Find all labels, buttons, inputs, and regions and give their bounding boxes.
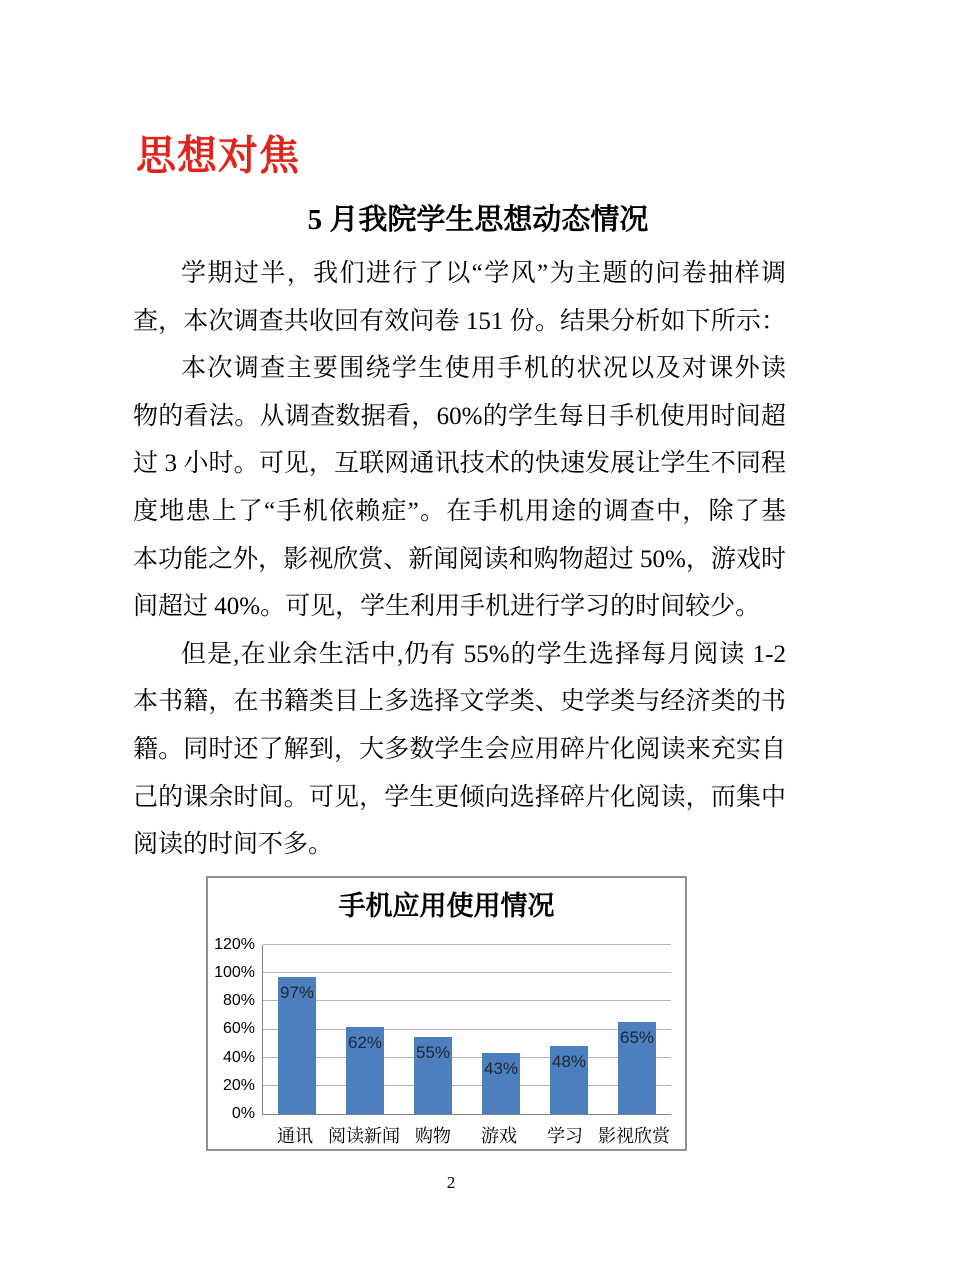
bar-news-reading	[346, 1027, 384, 1114]
document-body	[133, 250, 786, 869]
text-line: 本功能之外，影视欣赏、新闻阅读和购物超过 50%，游戏时	[133, 545, 786, 573]
bar-shopping	[414, 1037, 452, 1114]
bar-slot	[263, 945, 331, 1114]
text-line: 过 3 小时。可见，互联网通讯技术的快速发展让学生不同程	[133, 450, 786, 478]
bar-slot	[467, 945, 535, 1114]
bar-communication	[278, 977, 316, 1114]
phone-usage-bar-chart	[206, 876, 687, 1151]
bar-value-label: 55%	[415, 1042, 451, 1062]
chart-x-axis	[262, 1122, 670, 1148]
bar-value-label: 43%	[483, 1059, 519, 1079]
bar-video-watching	[618, 1022, 656, 1114]
y-axis-tick: 80%	[222, 992, 255, 1010]
bar-slot	[603, 945, 671, 1114]
text-line: 学期过半，我们进行了以“学风”为主题的问卷抽样调	[181, 260, 786, 287]
text-line: 本次调查主要围绕学生使用手机的状况以及对课外读	[181, 355, 786, 383]
text-line: 间超过 40%。可见，学生利用手机进行学习的时间较少。	[133, 593, 761, 621]
text-line: 本书籍，在书籍类目上多选择文学类、史学类与经济类的书	[133, 688, 786, 716]
bar-slot	[535, 945, 603, 1114]
x-axis-label: 游戏	[481, 1126, 517, 1146]
text-line: 阅读的时间不多。	[133, 831, 334, 859]
text-line: 己的课余时间。可见，学生更倾向选择碎片化阅读，而集中	[133, 783, 786, 811]
document-title: 5 月我院学生思想动态情况	[307, 204, 649, 236]
text-line: 查，本次调查共收回有效问卷 151 份。结果分析如下所示：	[133, 307, 786, 335]
y-axis-tick: 20%	[222, 1076, 255, 1094]
text-line: 物的看法。从调查数据看，60%的学生每日手机使用时间超	[133, 402, 786, 430]
plot-area	[262, 945, 671, 1115]
chart-y-axis	[208, 936, 255, 1123]
bar-study	[550, 1046, 588, 1114]
bar-value-label: 97%	[279, 983, 315, 1003]
bar-value-label: 48%	[551, 1052, 587, 1072]
y-axis-tick: 120%	[214, 936, 255, 953]
bar-value-label: 65%	[619, 1028, 655, 1048]
x-axis-label: 购物	[415, 1126, 451, 1146]
bar-slot	[331, 945, 399, 1114]
x-axis-label: 阅读新闻	[328, 1126, 400, 1146]
text-line: 籍。同时还了解到，大多数学生会应用碎片化阅读来充实自	[133, 735, 786, 763]
x-axis-label: 学习	[547, 1126, 583, 1146]
y-axis-tick: 40%	[222, 1048, 255, 1066]
text-line: 但是,在业余生活中,仍有 55%的学生选择每月阅读 1-2	[181, 640, 786, 668]
y-axis-tick: 0%	[231, 1104, 255, 1122]
brand-logo: 思想对焦	[136, 133, 300, 179]
y-axis-tick: 100%	[214, 964, 255, 982]
text-line: 度地患上了“手机依赖症”。在手机用途的调查中，除了基	[133, 497, 786, 525]
chart-title: 手机应用使用情况	[338, 891, 555, 921]
page-number: 2	[446, 1173, 456, 1192]
y-axis-tick: 60%	[222, 1020, 255, 1038]
bar-games	[482, 1053, 520, 1114]
x-axis-label: 通讯	[277, 1126, 313, 1146]
x-axis-label: 影视欣赏	[598, 1126, 670, 1146]
bar-slot	[399, 945, 467, 1114]
bar-value-label: 62%	[347, 1032, 383, 1052]
